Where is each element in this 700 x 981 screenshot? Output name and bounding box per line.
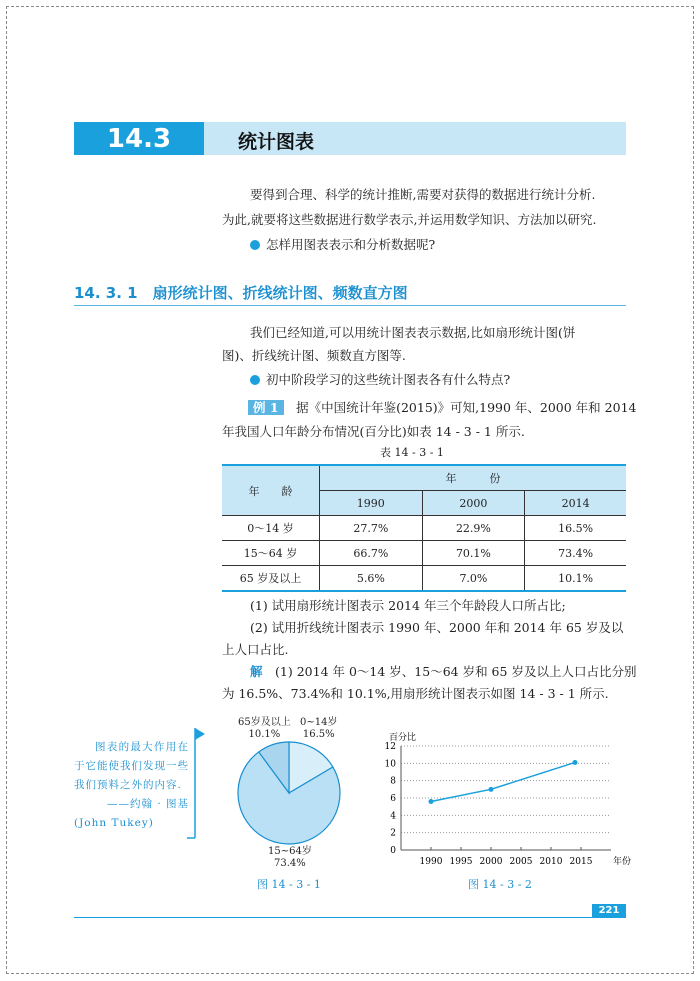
- x-axis-label: 年份: [613, 857, 632, 867]
- year-header: 年 份: [320, 465, 627, 491]
- pie-chart: [236, 740, 342, 846]
- y-tick-label: 10: [384, 759, 396, 770]
- age-header: 年 龄: [222, 465, 320, 516]
- page-title: 统计图表: [238, 131, 315, 153]
- text: 怎样用图表表示和分析数据呢?: [266, 237, 436, 252]
- x-tick-label: 2010: [539, 857, 563, 867]
- table-row: [222, 566, 626, 592]
- intro-line2: 为此,就要将这些数据进行数学表示,并运用数学知识、方法加以研究.: [222, 212, 597, 227]
- cell: 73.4%: [525, 541, 626, 566]
- page-number: 221: [592, 904, 626, 918]
- cell: 10.1%: [525, 566, 626, 592]
- text: (1) 2014 年 0～14 岁、15～64 岁和 65 岁及以上人口占比分别: [275, 664, 637, 679]
- section-number: 14.3: [74, 122, 204, 155]
- author: ——约翰 · 图基: [106, 798, 189, 810]
- quote: 图表的最大作用在于它能使我们发现一些我们预料之外的内容.: [74, 741, 189, 791]
- text: 要得到合理、科学的统计推断,需要对获得的数据进行统计分析.: [250, 187, 596, 202]
- year-1990: 1990: [320, 491, 423, 516]
- y-tick-label: 0: [390, 846, 396, 856]
- divider: [74, 305, 626, 306]
- y-tick-label: 8: [390, 776, 396, 787]
- x-tick-label: 1995: [449, 857, 473, 867]
- age: 15～64 岁: [222, 541, 320, 566]
- solution-tag: 解: [250, 664, 263, 679]
- table-row: [222, 516, 626, 541]
- bullet-icon: [250, 375, 260, 385]
- line-chart: [365, 728, 632, 873]
- side-note: [74, 738, 189, 833]
- value: 16.5%: [302, 729, 335, 740]
- cell: 27.7%: [320, 516, 423, 541]
- data-point: [429, 799, 434, 804]
- y-axis-label: 百分比: [389, 733, 417, 743]
- line-caption: 图 14 - 3 - 2: [468, 878, 532, 891]
- data-point: [489, 787, 494, 792]
- age: 0～14 岁: [222, 516, 320, 541]
- x-tick-label: 2005: [509, 857, 533, 867]
- question-2: (2) 试用折线统计图表示 1990 年、2000 年和 2014 年 65 岁及以: [250, 620, 624, 635]
- year-2000: 2000: [422, 491, 525, 516]
- example-tag: 例 1: [248, 400, 284, 415]
- pie-label-15-64: [268, 846, 312, 870]
- intro-line1: [222, 182, 595, 207]
- cell: 5.6%: [320, 566, 423, 592]
- label: 0~14岁: [300, 717, 338, 728]
- table-row: [222, 541, 626, 566]
- example-line2: 年我国人口年龄分布情况(百分比)如表 14 - 3 - 1 所示.: [222, 424, 525, 439]
- cell: 66.7%: [320, 541, 423, 566]
- value: 73.4%: [274, 858, 306, 869]
- y-tick-label: 4: [390, 811, 396, 822]
- para1b: 图)、折线统计图、频数直方图等.: [222, 348, 406, 363]
- y-tick-label: 2: [390, 828, 396, 839]
- intro-question: [250, 232, 435, 257]
- x-tick-label: 1990: [419, 857, 443, 867]
- cell: 7.0%: [422, 566, 525, 592]
- pie-caption: 图 14 - 3 - 1: [257, 878, 321, 891]
- solution-line2: 为 16.5%、73.4%和 10.1%,用扇形统计图表示如图 14 - 3 - 1 所示.: [222, 686, 609, 701]
- x-tick-label: 2015: [569, 857, 593, 867]
- table-caption: 表 14 - 3 - 1: [380, 446, 444, 459]
- data-point: [573, 760, 578, 765]
- cell: 70.1%: [422, 541, 525, 566]
- text: 初中阶段学习的这些统计图表各有什么特点?: [266, 372, 511, 387]
- label: 65岁及以上: [238, 717, 291, 728]
- year-2014: 2014: [525, 491, 626, 516]
- pie-label-0-14: [300, 717, 337, 741]
- series-line: [431, 762, 575, 801]
- question-1: (1) 试用扇形统计图表示 2014 年三个年龄段人口所占比;: [250, 598, 566, 613]
- question-2b: 上人口占比.: [222, 642, 289, 657]
- bullet-icon: [250, 240, 260, 250]
- cell: 22.9%: [422, 516, 525, 541]
- data-table: [222, 464, 626, 592]
- y-tick-label: 6: [390, 794, 396, 804]
- y-tick-label: 12: [384, 742, 396, 752]
- subsection-title: 14. 3. 1 扇形统计图、折线统计图、频数直方图: [74, 284, 408, 302]
- flag-icon: [186, 726, 206, 842]
- text: 据《中国统计年鉴(2015)》可知,1990 年、2000 年和 2014: [296, 400, 637, 415]
- footer-line: [74, 917, 626, 918]
- author-en: (John Tukey): [74, 817, 154, 829]
- example-line1: [248, 395, 636, 420]
- para1: 我们已经知道,可以用统计图表表示数据,比如扇形统计图(饼: [250, 325, 576, 340]
- pie-label-65: [238, 717, 291, 741]
- x-tick-label: 2000: [479, 857, 503, 867]
- value: 10.1%: [248, 729, 281, 740]
- label: 15~64岁: [268, 846, 312, 857]
- age: 65 岁及以上: [222, 566, 320, 592]
- section-question: [250, 367, 510, 392]
- cell: 16.5%: [525, 516, 626, 541]
